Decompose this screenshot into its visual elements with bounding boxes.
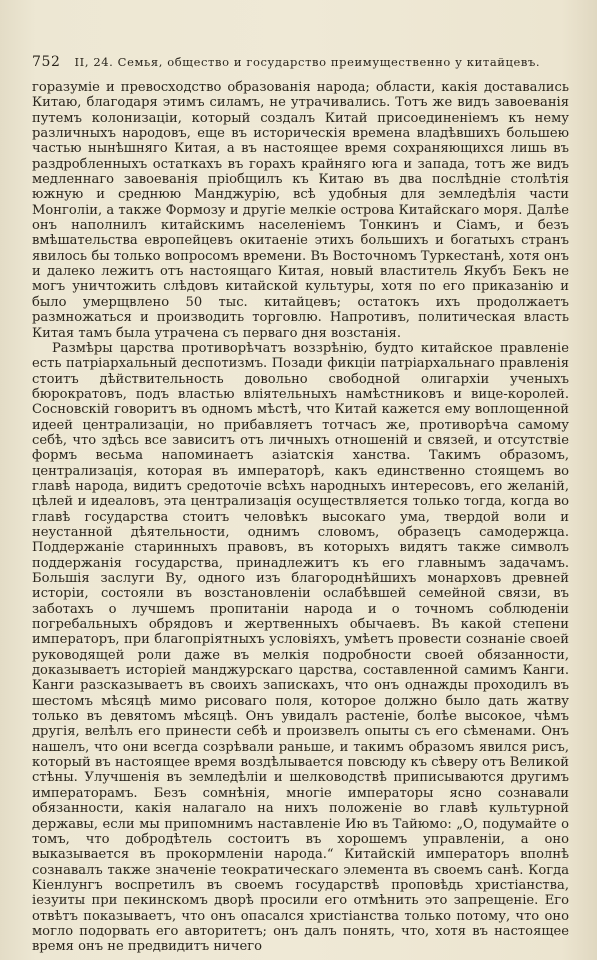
- paragraph-1: горазуміе и превосходство образованія народа; области, какія доставались Китаю, благодаря этимъ силамъ, не утрачивались. Тотъ же видъ завоеванія путемъ колонизаціи, который создалъ Китай присоединеніемъ къ нему различныхъ народовъ, еще въ историческія времена владѣвшихъ большею частью нынѣшняго Китая, а въ настоящее время сохраняющихся лишь въ раздробленныхъ остаткахъ въ горахъ крайняго юга и запада, тотъ же видъ медленнаго завоеванія пріобщилъ къ Китаю въ два послѣдніе столѣтія южную и среднюю Манджурію, всѣ удобныя для земледѣлія части Монголіи, а также Формозу и другіе мелкіе острова Китайскаго моря. Далѣе онъ наполнилъ китайскимъ населеніемъ Тонкинъ и Сіамъ, и безъ вмѣшательства европейцевъ окитаеніе этихъ большихъ и богатыхъ странъ явилось бы только вопросомъ времени. Въ Восточномъ Туркестанѣ, хотя онъ и далеко лежитъ отъ настоящаго Китая, новый властитель Якубъ Бекъ не могъ уничтожить слѣдовъ китайской культуры, хотя по его приказанію и было умерщвлено 50 тыс. китайцевъ; остатокъ ихъ продолжаетъ размножаться и производить торговлю. Напротивъ, политическая власть Китая тамъ была утрачена съ перваго дня возстанія.: [32, 80, 569, 341]
- page-number: 752: [32, 54, 61, 70]
- body-text: [32, 80, 569, 955]
- running-title: II, 24. Семья, общество и государство преимущественно у китайцевъ.: [74, 55, 541, 69]
- paragraph-2: Размѣры царства противорѣчатъ воззрѣнію, будто китайское правленіе есть патріархальный деспотизмъ. Позади фикціи патріархальнаго правленія стоитъ дѣйствительность довольно свободной олигархіи ученыхъ бюрократовъ, подъ властью вліятельныхъ намѣстниковъ и вице-королей. Сосновскій говоритъ въ одномъ мѣстѣ, что Китай кажется ему воплощенной идеей централизаціи, но прибавляетъ тотчасъ же, противорѣча самому себѣ, что здѣсь все зависитъ отъ личныхъ отношеній и связей, и отсутствіе формъ весьма напоминаетъ азіатскія ханства. Такимъ образомъ, централизація, которая въ императорѣ, какъ единственно стоящемъ во главѣ народа, видитъ средоточіе всѣхъ народныхъ интересовъ, его желаній, цѣлей и идеаловъ, эта централизація осуществляется только тогда, когда во главѣ государства стоитъ человѣкъ высокаго ума, твердой воли и неустанной дѣятельности, однимъ словомъ, образецъ самодержца. Поддержаніе старинныхъ правовъ, въ которыхъ видятъ также символъ поддержанія государства, принадлежитъ къ его главнымъ задачамъ. Большія заслуги Ву, одного изъ благороднѣйшихъ монарховъ древней исторіи, состояли въ возстановленіи ослабѣвшей семейной связи, въ заботахъ о лучшемъ пропитаніи народа и о точномъ соблюденіи погребальныхъ обрядовъ и жертвенныхъ обычаевъ. Въ какой степени императоръ, при благопріятныхъ условіяхъ, умѣетъ провести сознаніе своей руководящей роли даже въ мелкія подробности своей обязанности, доказываетъ исторіей манджурскаго царства, составленной самимъ Канги. Канги разсказываетъ въ своихъ запискахъ, что онъ однажды проходилъ въ шестомъ мѣсяцѣ мимо рисоваго поля, которое должно было дать жатву только въ девятомъ мѣсяцѣ. Онъ увидалъ растеніе, болѣе высокое, чѣмъ другія, велѣлъ его принести себѣ и произвелъ опыты съ его сѣменами. Онъ нашелъ, что они всегда созрѣвали раньше, и такимъ образомъ явился рисъ, который въ настоящее время воздѣлывается повсюду къ сѣверу отъ Великой стѣны. Улучшенія въ земледѣліи и шелководствѣ приписываются другимъ императорамъ. Безъ сомнѣнія, многіе императоры ясно сознавали обязанности, какія налагало на нихъ положеніе во главѣ культурной державы, если мы припомнимъ наставленіе Ию въ Тайюмо: „О, подумайте о томъ, что добродѣтель состоитъ въ хорошемъ управленіи, а оно выказывается въ прокормленіи народа.“ Китайскій императоръ вполнѣ сознавалъ также значеніе теократическаго элемента въ своемъ санѣ. Когда Кіенлунгъ воспретилъ въ своемъ государствѣ проповѣдь христіанства, іезуиты при пекинскомъ дворѣ просили его отмѣнить это запрещеніе. Его отвѣтъ показываетъ, что онъ опасался христіанства только потому, что оно могло подорвать его авторитетъ; онъ далъ понять, что, хотя въ настоящее время онъ не предвидитъ ничего: [32, 340, 569, 955]
- running-header: [32, 54, 573, 70]
